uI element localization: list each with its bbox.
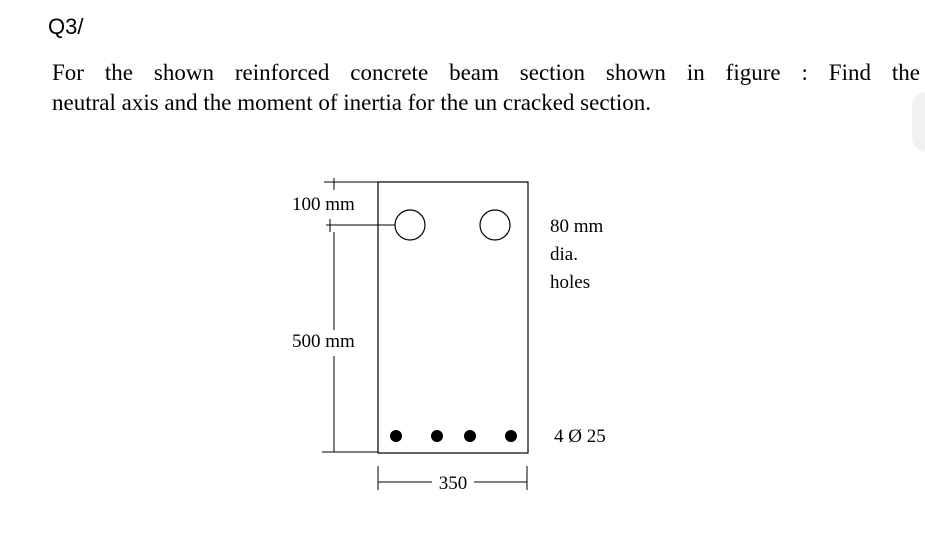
hole-left	[395, 210, 425, 240]
holes-label-line-1: 80 mm	[550, 216, 604, 237]
rebar-4	[505, 430, 517, 442]
rebar-label: 4 Ø 25	[554, 426, 606, 447]
rebar-3	[464, 430, 476, 442]
top-dim-label: 100 mm	[292, 194, 355, 215]
question-line-1: For the shown reinforced concrete beam section shown in figure : Find the	[52, 60, 920, 85]
question-number: Q3/	[48, 14, 84, 39]
width-dim-label: 350	[438, 473, 468, 494]
holes-label-line-2: dia.	[550, 244, 578, 265]
rebar-2	[431, 430, 443, 442]
hole-right	[480, 210, 510, 240]
holes-label-line-3: holes	[550, 272, 591, 293]
rebar-1	[390, 430, 402, 442]
question-line-2: neutral axis and the moment of inertia for the un cracked section.	[52, 90, 652, 115]
height-dim-label: 500 mm	[292, 331, 355, 352]
